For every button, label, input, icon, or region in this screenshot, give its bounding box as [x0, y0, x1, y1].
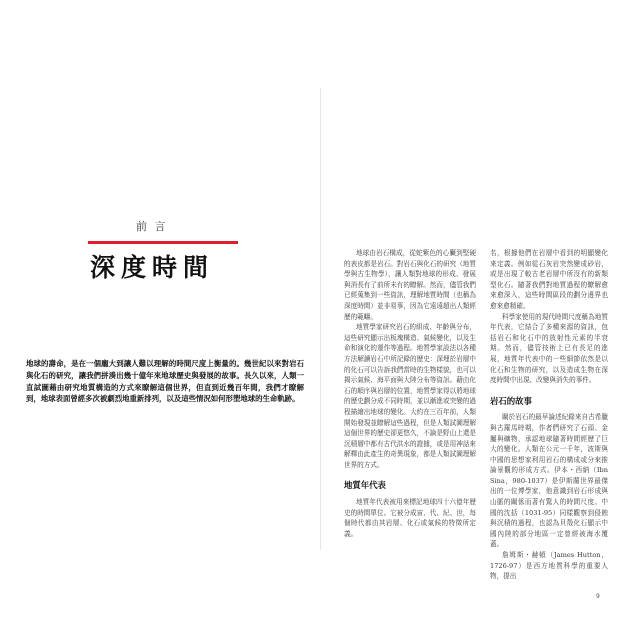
accent-bar	[88, 241, 238, 244]
page-number: 9	[596, 593, 600, 600]
book-spread	[8, 88, 632, 600]
gutter-divider	[320, 88, 321, 550]
preface-label: 前 言	[136, 220, 168, 233]
body-paragraph: 名，根據他們在岩層中看到的明顯變化來定義。例如從石灰岩突然變成砂岩，或是出現了較古老岩層中所沒有的新類型化石。隨著我們對地質過程的瞭解愈來愈深入，這些時間區段的劃分邊界也愈來愈精確。	[490, 249, 608, 310]
body-paragraph: 科學家使用的現代時間尺度稱為地質年代表，它結合了多種來源的資訊，包括岩石和化石中的放射性元素的半衰期。然而，儘管技術上已有長足的進展，地質年代表中的一些細節依然是以化石和生物的研究，以及造成生物在深度時間中出現、改變與消失的事件。	[490, 312, 608, 385]
body-paragraph: 地質年代表被用來標記地球四十六億年歷史的時間單位。它被分成宙、代、紀、世，每個時代都由其岩層、化石或氣候的特徵所定義。	[344, 498, 476, 538]
right-page-column-1	[344, 248, 476, 539]
section-heading: 地質年代表	[344, 480, 386, 491]
body-paragraph: 地球由岩石構成，從蛇紫色的心臟到堅硬的表皮都是岩石。對岩石與化石的研究（地質學與古生物學），讓人類對地球的形成、發展與消長有了前所未有的瞭解。然而，儘管我們已經蒐集到一些資訊，理解地質時間（也稱為深度時間）並非易事，因為它遠遠超出人類經歷的範疇。	[344, 249, 476, 321]
chapter-title: 深度時間	[90, 253, 215, 282]
right-page-column-2	[490, 248, 608, 582]
body-paragraph: 關於岩石的最早論述紀錄來自古希臘與古羅馬時期，作者們研究了石頭、金屬與礦物，承認地球隨著時間經歷了巨大的變化。人類在公元一千年，波斯與中國的思想家利用岩石的構成或分來推論景觀的形成方式。伊本・西納（Ibn Sina，980-1037）是伊斯蘭世界最傑出的一位博學家，他意識到岩石形成與山脈的關係而著有驚人的時間尺度。中國的沈括（1031-95）同樣觀察到侵蝕與沉積的過程，也認為貝殼化石顯示中國內陸的部分地區一定曾經被海水覆蓋。	[490, 413, 608, 549]
section-heading: 岩石的故事	[490, 395, 532, 406]
intro-paragraph: 地球的壽命，是在一個龐大到讓人難以理解的時間尺度上衡量的。幾世紀以來對岩石與化石的研究，讓我們拼湊出幾十億年來地球歷史與發展的故事。長久以來，人類一直試圖藉由研究地質構造的方式來瞭解這個世界，但直到近幾百年間，我們才瞭解到，地球表面曾經多次被劇烈地重新排列，以及這些情況如何形塑地球的生命軌跡。	[26, 359, 304, 404]
body-paragraph: 詹姆斯・赫頓（James Hutton，1726-97）是西方地質科學的重要人物，提出	[490, 551, 608, 581]
body-paragraph: 地質學家研究岩石的組成、年齡與分布，這些研究顯示出板塊構造、氣候變化，以及生命和演化的運作等過程。地質學家設法以各種方法解讀岩石中所記錄的歷史：深埋於岩層中的化石可以告訴我們當時的生物樣貌，也可以揭示氣候、海平面與大陸分布等資訊。藉由化石的順序與岩層的位置，地質學家得以將地球的歷史劃分成不同時期，並以漸進或突變的過程描繪出地球的變化。大約在三百年前，人類開始發現並瞭解這些過程，但是人類試圖理解這個世界的歷史卻更悠久，不論是野山上還是沉積層中都有古代洪水的證據，或是用神話來解釋由此產生的奇異現象，都是人類試圖理解世界的方式。	[344, 323, 476, 469]
